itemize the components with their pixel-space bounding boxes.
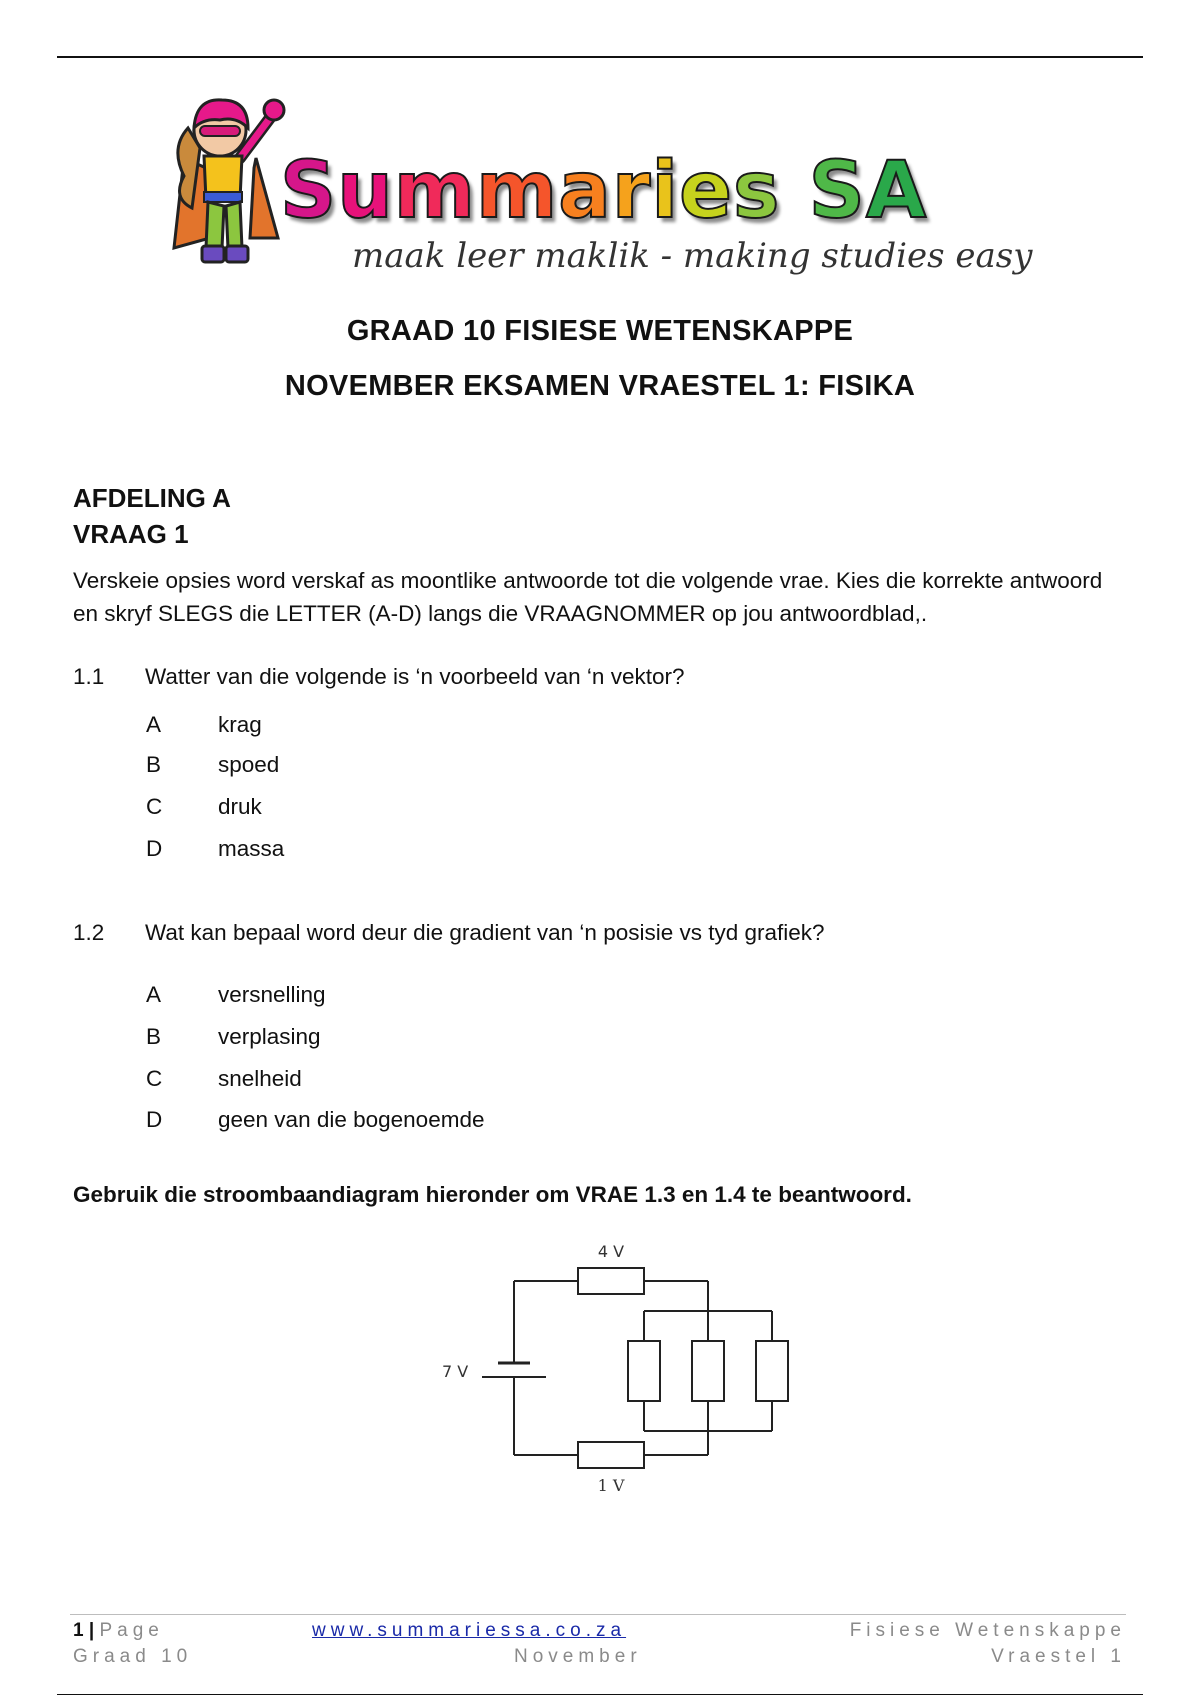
logo-wordmark [280,146,928,236]
option-letter: A [146,712,162,737]
section-heading: AFDELING A [73,483,231,513]
footer-website-link[interactable]: www.summariessa.co.za [312,1620,627,1641]
label-top: 4 V [597,1242,625,1261]
logo-letter: u [337,146,394,236]
option-letter: C [146,794,163,819]
option-letter: C [146,1066,163,1091]
footer-subject: Fisiese Wetenskappe [849,1620,1126,1641]
option-letter: D [146,1107,163,1132]
footer-paper: Vraestel 1 [991,1646,1126,1667]
option-text: spoed [218,752,280,777]
logo-letter: i [651,146,680,236]
option-letter: A [146,982,162,1007]
label-bottom: 1 V [597,1476,625,1495]
page-word: Page [99,1620,164,1641]
logo-letter [780,146,808,236]
question-number: 1.2 [73,920,105,945]
footer-month: November [514,1646,642,1667]
question-number: 1.1 [73,664,105,689]
label-cell: 7 V [442,1362,469,1381]
option-text: geen van die bogenoemde [218,1107,485,1132]
logo-letter: s [733,146,781,236]
logo-letter: A [865,146,928,236]
logo-letter: m [393,146,476,236]
logo-tagline: maak leer maklik - making studies easy [352,236,1033,276]
resistor-top [578,1268,644,1294]
logo-letter: e [679,146,734,236]
page-title-line1: GRAAD 10 FISIESE WETENSKAPPE [346,315,854,347]
footer-divider [70,1614,1126,1615]
summaries-sa-logo [170,88,1033,288]
footer-grade: Graad 10 [73,1646,193,1667]
footer-page [73,1620,164,1642]
option-letter: B [146,752,162,777]
option-text: massa [218,836,285,861]
resistor-parallel-2 [692,1341,724,1401]
resistor-parallel-3 [756,1341,788,1401]
page-number: 1 [73,1620,84,1641]
instructions-paragraph: Verskeie opsies word verskaf as moontlike antwoorde tot die volgende vrae. Kies die korrekte antwoord en skryf SLEGS die LETTER (A-D) langs die VRAAGNOMMER op jou antwoordblad,. [73,568,1103,626]
option-text: verplasing [218,1024,321,1049]
bottom-rule [57,1694,1143,1695]
option-text: versnelling [218,982,326,1007]
resistor-parallel-1 [628,1341,660,1401]
page-separator: | [83,1620,100,1641]
logo-letter: S [808,146,866,236]
page-title-line2: NOVEMBER EKSAMEN VRAESTEL 1: FISIKA [284,370,916,402]
question-text: Wat kan bepaal word deur die gradient van ‘n posisie vs tyd grafiek? [145,920,825,945]
option-text: snelheid [218,1066,302,1091]
diagram-instruction: Gebruik die stroombaandiagram hieronder om VRAE 1.3 en 1.4 te beantwoord. [73,1182,912,1207]
option-letter: B [146,1024,162,1049]
resistor-bottom [578,1442,644,1468]
mascot-icon [170,88,290,278]
logo-letter: S [280,146,338,236]
logo-letter: a [558,146,612,236]
logo-letter: m [476,146,559,236]
logo-letter: r [611,146,652,236]
option-letter: D [146,836,163,861]
option-text: krag [218,712,262,737]
question-text: Watter van die volgende is ‘n voorbeeld van ‘n vektor? [145,664,685,689]
top-rule [57,56,1143,58]
option-text: druk [218,794,262,819]
circuit-diagram [440,1235,800,1495]
question-heading: VRAAG 1 [73,519,189,549]
